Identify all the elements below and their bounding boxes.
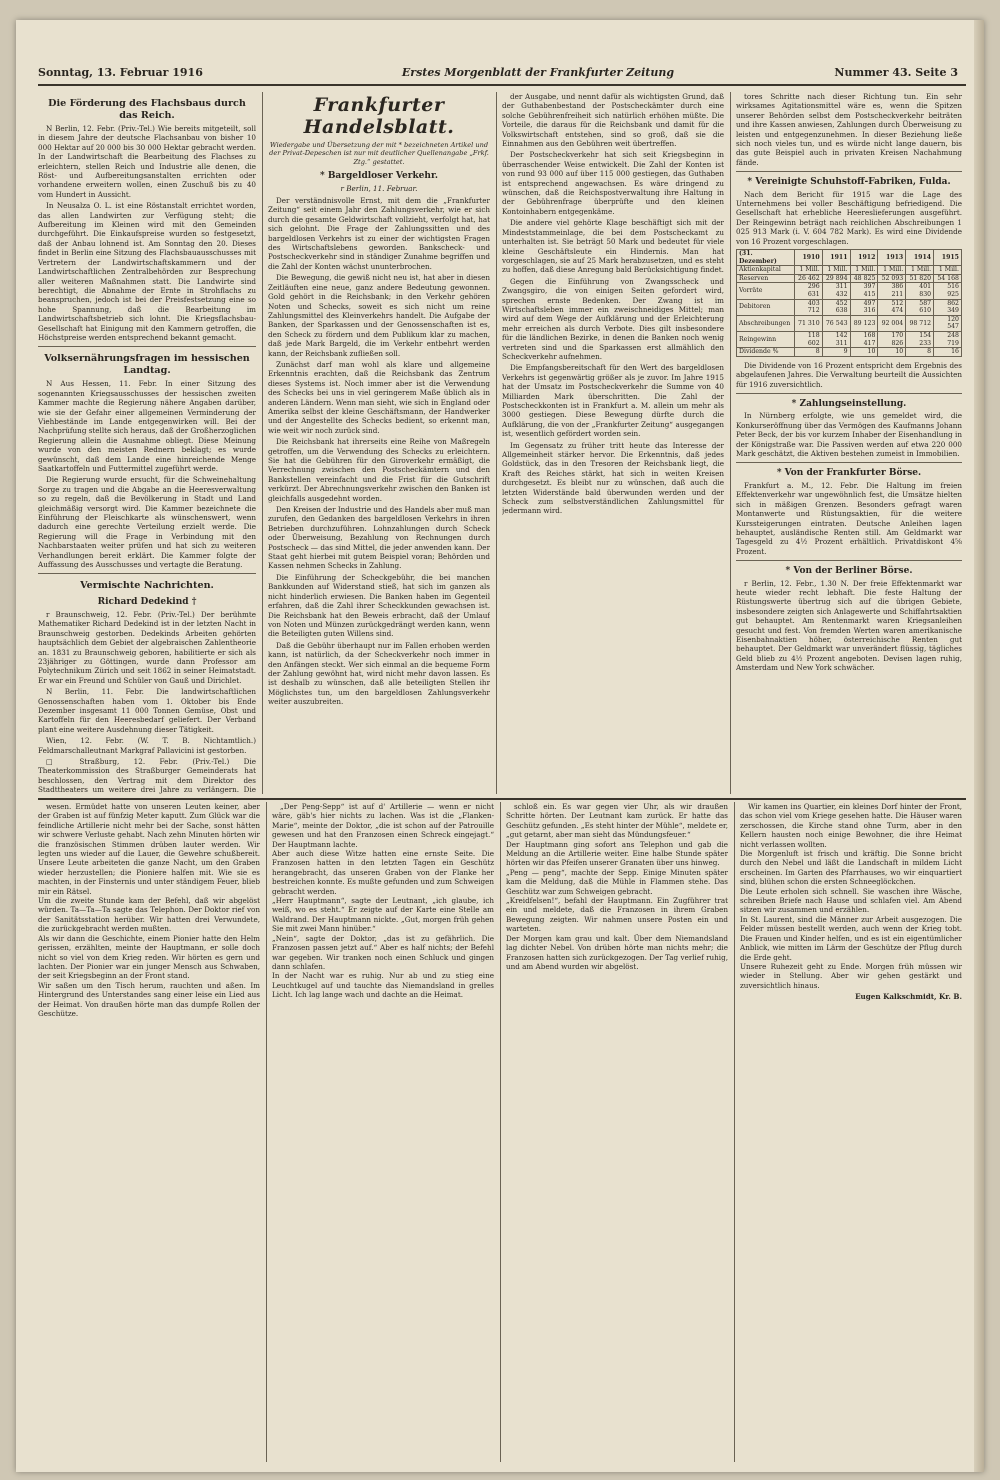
table-cell: 512 474 [878,299,906,315]
table-cell: 170 826 [878,332,906,348]
article-paragraph: Die Bewegung, die gewiß nicht neu ist, hat aber in diesen Zeitläuften eine neue, ganz andere Bedeutung gewonnen. Gold gehört in die Reichsbank; in den Verkehr gehören Noten und Schecks, soweit es sich nicht um reine Zahlungsmittel des Kleinverkehrs handelt. Die Aufgabe der Banken, der Sparkassen und der Genossenschaften ist es, den Scheck zu fördern und dem Publikum klar zu machen, daß jede Mark Bargeld, die im Verkehr entbehrt werden kann, der Reichsbank zufließen soll. [268,273,490,358]
divider [736,560,962,561]
table-header-cell: 1914 [906,250,934,266]
article-paragraph: Daß die Gebühr überhaupt nur im Fallen erhoben werden kann, ist natürlich, da der Scheckverkehr noch immer in den Anfängen steckt. Wer sich einmal an die bequeme Form der Zahlung gewöhnt hat, wird nicht mehr davon lassen. Es ist deshalb zu wünschen, daß alle beteiligten Stellen ihr Möglichstes tun, um den bargeldlosen Zahlungsverkehr weiter auszubreiten. [268,640,490,707]
table-cell: 401 830 [906,283,934,299]
balance-table [736,249,962,357]
article-paragraph: r Berlin, 12. Febr., 1.30 N. Der freie Effektenmarkt war heute wieder recht lebhaft. Die feste Haltung der Rüstungswerte übertrug sich auf die übrigen Gebiete, insbesondere zeigten sich Anlagewerte und Schiffahrtsaktien gut behauptet. Am Rentenmarkt waren Kriegsanleihen gesucht und fest. Von fremden Werten waren amerikanische Eisenbahnaktien höher, österreichische Renten gut behauptet. Der Geldmarkt war unverändert flüssig, tägliches Geld blieb zu 4½ Prozent angeboten. Devisen lagen ruhig, Amsterdam und New York schwächer. [736,578,962,673]
table-header-cell: 1912 [850,250,878,266]
table-cell: 54 168 [934,274,962,283]
article-paragraph: Die andere viel gehörte Klage beschäftigt sich mit der Mindeststammeinlage, die bei dem Postscheckamt zu unterhalten ist. Sie beträgt 50 Mark und bedeutet für viele kleine Geschäftsleute ein Hindernis. Man hat vorgeschlagen, sie auf 25 Mark herabzusetzen, und es steht zu hoffen, daß diese Anregung bald Berücksichtigung findet. [502,218,724,275]
table-cell: 587 610 [906,299,934,315]
table-cell: 16 [934,348,962,357]
article-paragraph: N Berlin, 12. Febr. (Priv.-Tel.) Wie bereits mitgeteilt, soll in diesem Jahre der deutsche Flachsanbau von bisher 10 000 Hektar auf 20 000 bis 30 000 Hektar gebracht werden. In der Landwirtschaft die Bearbeitung des Flachses zu erleichtern, stellen Reich und Industrie alle denen, die Röst- und Aufbereitungsanstalten errichten oder vorhandene erweitern wollen, einen Zuschuß bis zu 40 vom Hundert in Aussicht. [38,124,256,199]
table-cell: 10 [878,348,906,357]
table-cell: 397 415 [850,283,878,299]
article-paragraph: Frankfurt a. M., 12. Febr. Die Haltung im freien Effektenverkehr war ungewöhnlich fest, die Umsätze hielten sich in mäßigen Grenzen. Besonders gefragt waren Montanwerte und Rüstungsaktien, für die weitere Kurssteigerungen eintraten. Deutsche Anleihen lagen behauptet, ausländische Renten still. Am Geldmarkt war Tagesgeld zu 4½ Prozent erhältlich. Privatdiskont 4⅝ Prozent. [736,480,962,556]
table-cell: 48 825 [850,274,878,283]
header-date: Sonntag, 13. Februar 1916 [38,66,203,79]
feuilleton-text: Wir kamen ins Quartier, ein kleines Dorf hinter der Front, das schon viel vom Kriege gesehen hatte. Die Häuser waren zerschossen, die Kirche stand ohne Turm, aber in den Kellern hausten noch einige Bewohner, die ihre Heimat nicht verlassen wollten. Die Morgenluft ist frisch und kräftig. Die Sonne bricht durch den Nebel und läßt die Landschaft in mildem Licht erscheinen. Im Garten des Pfarrhauses, wo wir einquartiert sind, blühen schon die ersten Schneeglöckchen. Die Leute erholen sich schnell. Sie waschen ihre Wäsche, schreiben Briefe nach Hause und schlafen viel. Am Abend sitzen wir zusammen und erzählen. In St. Laurent, sind die Männer zur Arbeit ausgezogen. Die Felder müssen bestellt werden, auch wenn der Krieg tobt. Die Frauen und Kinder helfen, und es ist ein eigentümlicher Anblick, wie mitten im Lärm der Geschütze der Pflug durch die Erde geht. Unsere Ruhezeit geht zu Ende. Morgen früh müssen wir wieder in Stellung. Aber wir gehen gestärkt und zuversichtlich hinaus. [740,802,962,990]
table-header-row [737,250,962,266]
table-cell: 168 417 [850,332,878,348]
table-cell: Aktienkapital [737,266,795,275]
article-paragraph: r Braunschweig, 12. Febr. (Priv.-Tel.) Der berühmte Mathematiker Richard Dedekind ist in der letzten Nacht in Braunschweig gestorben. Dedekinds Arbeiten gehörten hauptsächlich dem Gebiet der algebraischen Zahlentheorie an. 1831 zu Braunschweig geboren, habilitierte er sich als 23jähriger zu Göttingen, wurde dann Professor am Polytechnikum Zürich und seit 1862 in seiner Heimatstadt. Er war ein Freund und Schüler von Gauß und Dirichlet. [38,609,256,685]
table-cell: 862 349 [934,299,962,315]
table-cell: 1 Mill. [794,266,822,275]
table-row [737,315,962,331]
article-title: * Vereinigte Schuhstoff-Fabriken, Fulda. [747,177,951,188]
table-row [737,332,962,348]
column-2 [268,92,490,794]
divider [736,171,962,172]
table-header-cell: 1915 [934,250,962,266]
table-cell: 516 925 [934,283,962,299]
feuilleton-column-1 [38,802,260,1462]
table-cell: Reserven [737,274,795,283]
table-cell: 10 [850,348,878,357]
table-row [737,266,962,275]
feuilleton-column-2 [272,802,494,1462]
divider [736,462,962,463]
article-paragraph: Der Postscheckverkehr hat sich seit Kriegsbeginn in überraschender Weise entwickelt. Die Zahl der Konten ist von rund 93 000 auf über 115 000 gestiegen, das Guthaben ist entsprechend angewachsen. Es wäre dringend zu wünschen, daß die Reichspostverwaltung ihre Haltung in der Gebührenfrage überprüfte und den kleinen Kontoinhabern entgegenkäme. [502,150,724,216]
table-cell: 452 638 [822,299,850,315]
table-cell: 52 093 [878,274,906,283]
table-cell: 1 Mill. [878,266,906,275]
masthead-notice: Wiedergabe und Übersetzung der mit * bezeichneten Artikel und der Privat-Depeschen ist nur mit deutlicher Quellenangabe „Frkf. Ztg.“ gestattet. [269,141,489,166]
column-rule [734,802,735,1462]
article-paragraph: Nach dem Bericht für 1915 war die Lage des Unternehmens bei voller Beschäftigung befriedigend. Die Gesellschaft hat erhebliche Heereslieferungen ausgeführt. Der Reingewinn beträgt nach reichlichen Abschreibungen 1 025 913 Mark (i. V. 604 782 Mark). Es wird eine Dividende von 16 Prozent vorgeschlagen. [736,189,962,246]
table-cell: 120 547 [934,315,962,331]
feuilleton-column-4 [740,802,962,1462]
article-paragraph: Gegen die Einführung von Zwangsscheck und Zwangsgiro, die von einigen Seiten gefordert wird, sprechen ernste Bedenken. Der Zwang ist im Wirtschaftsleben immer ein zweischneidiges Mittel; man wird auf dem Wege der Aufklärung und der Erleichterung mehr erreichen als durch Verbote. Dies gilt insbesondere für die ländlichen Bezirke, in denen die Banken noch wenig vertreten sind und die Sparkassen erst allmählich den Scheckverkehr aufnehmen. [502,276,724,361]
table-cell: 9 [822,348,850,357]
table-cell: 497 316 [850,299,878,315]
article-paragraph: Die Einführung der Scheckgebühr, die bei manchen Bankkunden auf Widerstand stieß, hat sich im ganzen als nicht hinderlich erwiesen. Die Banken haben im Gegenteil erfahren, daß die Zahl ihrer Scheckkunden gewachsen ist. Die Reichsbank hat den Beweis erbracht, daß der Umlauf von Noten und Münzen zurückgedrängt werden kann, wenn die Beteiligten guten Willens sind. [268,572,490,639]
feuilleton-text: schloß ein. Es war gegen vier Uhr, als wir draußen Schritte hörten. Der Leutnant kam zurück. Er hatte das Geschütz gefunden. „Es steht hinter der Mühle“, meldete er, „gut getarnt, aber man sieht das Mündungsfeuer.“ Der Hauptmann ging sofort ans Telephon und gab die Meldung an die Artillerie weiter. Eine halbe Stunde später hörten wir das Pfeifen unserer Granaten über uns hinweg. „Peng — peng“, machte der Sepp. Einige Minuten später kam die Meldung, daß die Mühle in Flammen stehe. Das Geschütz war zum Schweigen gebracht. „Kreidfelsen!“, befahl der Hauptmann. Ein Zugführer trat ein und meldete, daß die Franzosen in ihrem Graben Bewegung zeigten. Wir nahmen unsere Posten ein und warteten. Der Morgen kam grau und kalt. Über dem Niemandsland lag dichter Nebel. Von drüben hörte man nichts mehr; die Franzosen hatten sich zurückgezogen. Der Tag verlief ruhig, und am Abend wurden wir abgelöst. [506,802,728,971]
article-paragraph: Die Dividende von 16 Prozent entspricht dem Ergebnis des abgelaufenen Jahres. Die Verwaltung beurteilt die Aussichten für 1916 zuversichtlich. [736,360,962,389]
article-title: Richard Dedekind † [97,597,197,608]
table-cell: 1 Mill. [822,266,850,275]
table-cell: 51 820 [906,274,934,283]
table-row [737,274,962,283]
article-title: Die Förderung des Flachsbaus durch das Reich. [48,98,246,121]
feuilleton-text: wesen. Ermüdet hatte von unseren Leuten keiner, aber der Graben ist auf fünfzig Meter kaputt. Zum Glück war die feindliche Artillerie nicht mehr bei der Sache, sonst hätten wir schwere Verluste gehabt. Nach zehn Minuten hörten wir die französischen Stimmen drüben lauter werden. Wir legten uns wieder auf die Lauer, die Gewehre schußbereit. Unsere Leute arbeiteten die ganze Nacht, um den Graben wieder herzustellen; die Pioniere halfen mit. Wie sie es machten, in der Finsternis und unter ständigem Feuer, blieb mir ein Rätsel. Um die zweite Stunde kam der Befehl, daß wir abgelöst würden. Ta—Ta—Ta sagte das Telephon. Der Doktor rief von der Sanitätsstation herüber. Wir hatten drei Verwundete, die zurückgebracht werden mußten. Als wir dann die Geschichte, einem Pionier hatte den Helm gerissen, erzählten, meinte der Hauptmann, er solle doch nicht so viel von dem Krieg reden. Wir hörten es gern und lachten. Der Pionier war ein junger Mensch aus Schwaben, der seit Kriegsbeginn an der Front stand. Wir saßen um den Tisch herum, rauchten und aßen. Im Hintergrund des Unterstandes sang einer leise ein Lied aus der Heimat. Von draußen hörte man das dumpfe Rollen der Geschütze. [38,802,260,1018]
feuilleton-separator [38,798,966,800]
table-cell: 8 [794,348,822,357]
table-cell: Vorräte [737,283,795,299]
article-paragraph: Die Regierung wurde ersucht, für die Schweinehaltung Sorge zu tragen und die Abgabe an die Heeresverwaltung so zu regeln, daß die Bevölkerung in Stadt und Land gleichmäßig versorgt wird. Die Kammer bezeichnete die Einführung der Fleischkarte als wünschenswert, wenn dadurch eine gerechte Verteilung erzielt werde. Die Regierung will die Frage in Verbindung mit den Nachbarstaaten weiter prüfen und hat sich zu weiteren Verhandlungen bereit erklärt. Die Kammer folgte der Auffassung des Ausschusses und vertagte die Beratung. [38,475,256,570]
column-4 [736,92,962,794]
table-cell: 29 894 [822,274,850,283]
table-cell: Dividende % [737,348,795,357]
article-paragraph: In Nürnberg erfolgte, wie uns gemeldet wird, die Konkurseröffnung über das Vermögen des Kaufmanns Johann Peter Beck, der bis vor kurzem Inhaber der Eisenhandlung in der Königstraße war. Die Passiven werden auf etwa 220 000 Mark geschätzt, die Aktiven bestehen zumeist in Immobilien. [736,411,962,459]
divider [38,346,256,347]
column-rule [262,92,263,794]
column-rule [730,92,731,794]
author-signature: Eugen Kalkschmidt, Kr. B. [855,992,962,1002]
article-title: * Von der Berliner Börse. [785,566,913,577]
table-cell: 142 311 [822,332,850,348]
table-cell: 118 602 [794,332,822,348]
table-cell: 154 233 [906,332,934,348]
column-rule [266,802,267,1462]
table-cell: 92 004 [878,315,906,331]
masthead-handelsblatt: Frankfurter Handelsblatt. [303,94,455,138]
page-fold-shadow [974,20,984,1472]
article-title: * Von der Frankfurter Börse. [776,468,922,479]
column-1 [38,92,256,794]
article-paragraph: Der verständnisvolle Ernst, mit dem die „Frankfurter Zeitung“ seit einem Jahr den Zahlungsverkehr, wie er sich durch die gesamte Geldwirtschaft vollzieht, verfolgt hat, hat sich gelohnt. Die Frage der Zahlungssitten und des bargeldlosen Verkehrs ist zu einer der wichtigsten Fragen des Wirtschaftslebens geworden. Bankscheck- und Postscheckverkehr sind in ständiger Zunahme begriffen und die Zahl der Konten wächst ununterbrochen. [268,196,490,271]
table-cell: 76 543 [822,315,850,331]
table-cell: 1 Mill. [850,266,878,275]
table-cell: 1 Mill. [934,266,962,275]
table-row [737,283,962,299]
table-cell: 71 310 [794,315,822,331]
article-paragraph: N Berlin, 11. Febr. Die landwirtschaftlichen Genossenschaften haben vom 1. Oktober bis Ende Dezember insgesamt 11 000 Tonnen Gemüse, Obst und Kartoffeln für den Heeresbedarf geliefert. Der Verband plant eine weitere Ausdehnung dieser Tätigkeit. [38,687,256,734]
table-cell: 1 Mill. [906,266,934,275]
table-row [737,299,962,315]
table-cell: 8 [906,348,934,357]
table-header-cell: 1910 [794,250,822,266]
section-title: Vermischte Nachrichten. [80,580,214,592]
article-title: * Zahlungseinstellung. [791,399,907,410]
article-title: * Bargeldloser Verkehr. [319,171,439,182]
divider [736,393,962,394]
article-paragraph: tores Schritte nach dieser Richtung tun. Ein sehr wirksames Agitationsmittel wäre es, wenn die Spitzen unserer Behörden selbst dem Postscheckverkehr beiträten und ihre Kassen anwiesen, Zahlungen durch Überweisung zu leisten und entgegenzunehmen. In dieser Beziehung ließe sich noch vieles tun, und es würde nicht lange dauern, bis das gute Beispiel auch in privaten Kreisen Nachahmung fände. [736,92,962,167]
newspaper-page [16,20,984,1472]
table-cell: 248 719 [934,332,962,348]
table-cell: Abschreibungen [737,315,795,331]
table-header-cell: 1911 [822,250,850,266]
table-cell: 89 123 [850,315,878,331]
article-paragraph: Zunächst darf man wohl als klare und allgemeine Erkenntnis erachten, daß die Reichsbank das Zentrum dieses Systems ist. Noch immer aber ist die Verwendung des Schecks bei uns in viel geringerem Maße üblich als in anderen Ländern. Wenn man sieht, wie sich in England oder Amerika selbst der kleine Geschäftsmann, der Handwerker und der Angestellte des Schecks bedient, so erkennt man, wie weit wir noch zurück sind. [268,359,490,435]
table-cell: 386 211 [878,283,906,299]
feuilleton-text: „Der Peng-Sepp“ ist auf d' Artillerie — wenn er nicht wäre, gäb's hier nichts zu lachen. Was ist die „Flanken-Marie“, meinte der Doktor, „die ist schon auf der Patrouille gewesen und hat den Franzosen einen Schreck eingejagt.“ Der Hauptmann lachte. Aber auch diese Witze hatten eine ernste Seite. Die Franzosen hatten in den letzten Tagen ein Geschütz herangebracht, das unseren Graben von der Flanke her bestreichen konnte. Es mußte gefunden und zum Schweigen gebracht werden. „Herr Hauptmann“, sagte der Leutnant, „ich glaube, ich weiß, wo es steht.“ Er zeigte auf der Karte eine Stelle am Waldrand. Der Hauptmann nickte. „Gut, morgen früh gehen Sie mit zwei Mann hinüber.“ „Nein“, sagte der Doktor, „das ist zu gefährlich. Die Franzosen passen jetzt auf.“ Aber es half nichts; der Befehl war gegeben. Wir tranken noch einen Schluck und gingen dann schlafen. In der Nacht war es ruhig. Nur ab und zu stieg eine Leuchtkugel auf und tauchte das Niemandsland in grelles Licht. Ich lag lange wach und dachte an die Heimat. [272,802,494,1000]
table-cell: 26 462 [794,274,822,283]
dateline: r Berlin, 11. Februar. [340,183,418,193]
table-cell: 403 712 [794,299,822,315]
article-paragraph: Die Empfangsbereitschaft für den Wert des bargeldlosen Verkehrs ist gegenwärtig größer als je zuvor. Im Jahre 1915 hat der Umsatz im Postscheckverkehr die Summe von 40 Milliarden Mark überschritten. Die Zahl der Postscheckkonten ist in Frankfurt a. M. allein um mehr als 3000 gestiegen. Diese Bewegung dürfte durch die Aufklärung, die von der „Frankfurter Zeitung“ ausgegangen ist, wesentlich gefördert worden sein. [502,363,724,439]
column-3 [502,92,724,794]
article-paragraph: Den Kreisen der Industrie und des Handels aber muß man zurufen, den Gedanken des bargeldlosen Verkehrs in ihren Betrieben durchzuführen. Lohnzahlungen durch Scheck oder Überweisung, Bezahlung von Rechnungen durch Postscheck — das sind Mittel, die jeder anwenden kann. Der Staat geht hierbei mit gutem Beispiel voran; Behörden und Kassen nehmen Schecks in Zahlung. [268,505,490,571]
column-rule [500,802,501,1462]
table-cell: 98 712 [906,315,934,331]
header-title: Erstes Morgenblatt der Frankfurter Zeitung [401,66,675,79]
header-page-number: Nummer 43. Seite 3 [834,66,958,79]
divider [38,573,256,574]
table-header-cell: (31. Dezember) [737,250,795,266]
article-paragraph: Wien, 12. Febr. (W. T. B. Nichtamtlich.) Feldmarschalleutnant Markgraf Pallavicini ist gestorben. [38,736,256,755]
column-rule [496,92,497,794]
article-paragraph: der Ausgabe, und nennt dafür als wichtigsten Grund, daß der Guthabenbestand der Postscheckämter durch eine solche Gebührenfreiheit sich natürlich erhöhen müßte. Die Vorteile, die daraus für die Reichsbank und damit für die Volkswirtschaft entstehen, sind so groß, daß sie die Einnahmen aus den Gebühren weit übertreffen. [502,92,724,149]
article-title: Volksernährungsfragen im hessischen Landtag. [44,353,250,377]
feuilleton-column-3 [506,802,728,1462]
table-body [737,266,962,357]
table-header-cell: 1913 [878,250,906,266]
table-cell: 296 631 [794,283,822,299]
table-cell: 311 432 [822,283,850,299]
article-paragraph: Im Gegensatz zu früher tritt heute das Interesse der Allgemeinheit stärker hervor. Die Erkenntnis, daß jedes Goldstück, das in den Tresoren der Reichsbank liegt, die Kraft des Reiches stärkt, hat sich in weiten Kreisen durchgesetzt. Es bleibt nur zu wünschen, daß auch die letzten Widerstände bald überwunden werden und der Scheck zum selbstverständlichen Zahlungsmittel für jedermann wird. [502,440,724,516]
table-row [737,348,962,357]
article-paragraph: □ Straßburg, 12. Febr. (Priv.-Tel.) Die Theaterkommission des Straßburger Gemeinderats hat beschlossen, den Vertrag mit dem Direktor des Stadttheaters um weitere drei Jahre zu verlängern. Die [38,756,256,794]
table-cell: Debitoren [737,299,795,315]
article-paragraph: N Aus Hessen, 11. Febr. In einer Sitzung des sogenannten Kriegsausschusses der hessischen zweiten Kammer machte die Regierung nähere Angaben darüber, wie sie der Gefahr einer allgemeinen Verminderung der Viehbestände im Lande entgegenwirken will. Bei der Nachprüfung stellte sich heraus, daß der Großherzoglichen Regierung allein die Ausnahme obliegt. Diese Meinung wurde von den meisten Rednern beklagt; es wurde gewünscht, daß dem Lande eine hinreichende Menge Saatkartoffeln und Futtermittel zugeführt werde. [38,379,256,473]
table-cell: Reingewinn [737,332,795,348]
page-header [38,60,966,86]
article-paragraph: In Neusalza O. L. ist eine Röstanstalt errichtet worden, das allen Landwirten zur Verfügung steht; die Aufbereitung im Kleinen wird mit den Gemeinden durchgeführt. Die Einkaufspreise wurden so festgesetzt, daß der Anbau lohnend ist. Am Sonntag den 20. Dieses findet in Berlin eine Sitzung des Flachsbauausschusses mit Vertretern der Landwirtschaftskammern und der Landwirtschaftlichen Zentralbehörden zur Besprechung aller weiteren Maßnahmen statt. Die Landwirte sind berechtigt, die Abnahme der Ernte in Strohflachs zu beanspruchen, jedoch ist bei der Preisfestsetzung eine so hohe Spannung, daß die Bearbeitung im Landwirtschaftsbetrieb sich lohnt. Die Kriegsflachsbau-Gesellschaft hat Einigung mit den Kammern getroffen, die Höchstpreise werden entsprechend bekannt gemacht. [38,201,256,342]
article-paragraph: Die Reichsbank hat ihrerseits eine Reihe von Maßregeln getroffen, um die Verwendung des Schecks zu erleichtern. Sie hat die Gebühren für den Giroverkehr ermäßigt, die Verrechnung zwischen den Postscheckämtern und den Bankstellen vereinfacht und die Frist für die Gutschrift verkürzt. Der Abrechnungsverkehr zwischen den Banken ist gleichfalls ausgedehnt worden. [268,437,490,503]
